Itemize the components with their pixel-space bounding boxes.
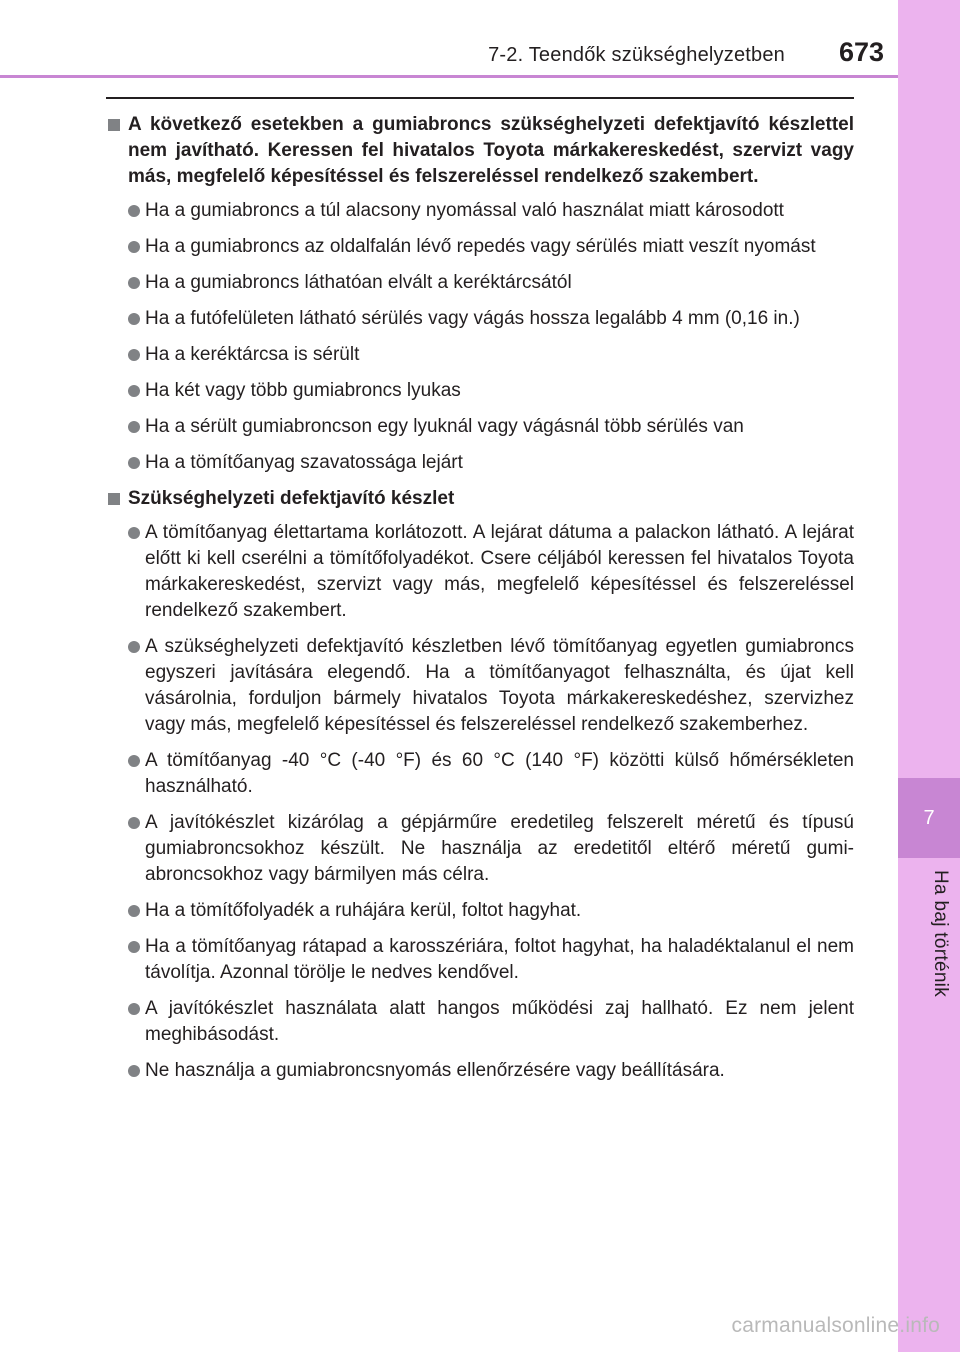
list-item-text: Ha a sérült gumiabroncson egy lyuknál vagy vágásnál több sérülés van: [145, 416, 744, 437]
circle-bullet-icon: [128, 527, 140, 539]
circle-bullet-icon: [128, 755, 140, 767]
chapter-title: Ha baj történik: [930, 870, 951, 998]
list-item-text: A javítókészlet kizárólag a gépjárműre eredetileg felszerelt méretű és típusú gumiabroncsokhoz készült. Ne használja az eredetitől eltérő méretű gumiabroncsokhoz vagy bármilyen más célra.: [145, 812, 854, 885]
circle-bullet-icon: [128, 205, 140, 217]
list-item: [108, 748, 854, 800]
section-heading-text: Szükséghelyzeti defektjavító készlet: [128, 488, 455, 509]
list-item-text: A szükséghelyzeti defektjavító készletben lévő tömítőanyag egyetlen gumiabroncs egyszeri javítására elegendő. Ha a tömítőanyagot felhasználta, és újat kell vásárolnia, forduljon bármely hivatalos Toyota márkakereskedéshez, szervizhez vagy más, megfelelő képesítéssel és felszereléssel rendelkező szakemberhez.: [145, 636, 854, 735]
circle-bullet-icon: [128, 421, 140, 433]
circle-bullet-icon: [128, 277, 140, 289]
list-item-text: Ha a gumiabroncs az oldalfalán lévő repedés vagy sérülés miatt veszít nyomást: [145, 236, 816, 257]
circle-bullet-icon: [128, 941, 140, 953]
circle-bullet-icon: [128, 241, 140, 253]
list-item-text: A javítókészlet használata alatt hangos működési zaj hallható. Ez nem jelent meghibásodást.: [145, 998, 854, 1045]
circle-bullet-icon: [128, 1003, 140, 1015]
circle-bullet-icon: [128, 457, 140, 469]
section-title: 7-2. Teendők szükséghelyzetben: [488, 44, 785, 66]
list-item: [108, 198, 854, 224]
list-item-text: Ha a gumiabroncs láthatóan elvált a keréktárcsától: [145, 272, 572, 293]
list-item: [108, 450, 854, 476]
section-repair-kit: [108, 486, 854, 1084]
list-item-text: Ha a futófelületen látható sérülés vagy vágás hossza legalább 4 mm (0,16 in.): [145, 308, 800, 329]
list-item: [108, 520, 854, 624]
circle-bullet-icon: [128, 817, 140, 829]
circle-bullet-icon: [128, 385, 140, 397]
list-item: [108, 378, 854, 404]
list-item: [108, 270, 854, 296]
section-heading: [108, 112, 854, 190]
list-item: [108, 1058, 854, 1084]
list-item: [108, 414, 854, 440]
list-item: [108, 634, 854, 738]
square-bullet-icon: [108, 493, 120, 505]
square-bullet-icon: [108, 119, 120, 131]
chapter-number-tab[interactable]: 7: [898, 778, 960, 858]
watermark-text: carmanualsonline.info: [731, 1314, 940, 1337]
list-item: [108, 934, 854, 986]
circle-bullet-icon: [128, 1065, 140, 1077]
circle-bullet-icon: [128, 905, 140, 917]
section-heading: [108, 486, 854, 512]
list-item-text: A tömítőanyag -40 °C (-40 °F) és 60 °C (140 °F) közötti külső hőmérsékleten használható.: [145, 750, 854, 797]
list-item-text: A tömítőanyag élettartama korlátozott. A lejárat dátuma a palackon látható. A lejárat előtt ki kell cserélni a tömítőfolyadékot. Csere céljából keressen fel hivatalos Toyota márkakereskedést, szervizt vagy más, megfelelő képesítéssel és felszereléssel rendelkező szakembert.: [145, 522, 854, 621]
circle-bullet-icon: [128, 313, 140, 325]
list-item-text: Ne használja a gumiabroncsnyomás ellenőrzésére vagy beállítására.: [145, 1060, 725, 1081]
list-item: [108, 898, 854, 924]
list-item-text: Ha két vagy több gumiabroncs lyukas: [145, 380, 461, 401]
page-content: [108, 112, 854, 1094]
list-item: [108, 996, 854, 1048]
top-rule: [106, 97, 854, 99]
list-item-text: Ha a tömítőanyag rátapad a karosszériára, foltot hagyhat, ha haladéktalanul el nem távolítja. Azonnal törölje le nedves kendővel.: [145, 936, 854, 983]
list-item-text: Ha a gumiabroncs a túl alacsony nyomással való használat miatt károsodott: [145, 200, 784, 221]
list-item: [108, 306, 854, 332]
circle-bullet-icon: [128, 641, 140, 653]
section-not-repairable: [108, 112, 854, 476]
list-item: [108, 234, 854, 260]
circle-bullet-icon: [128, 349, 140, 361]
list-item: [108, 810, 854, 888]
header-divider: [0, 75, 898, 78]
list-item-text: Ha a tömítőfolyadék a ruhájára kerül, foltot hagyhat.: [145, 900, 582, 921]
section-heading-text: A következő esetekben a gumiabroncs szükséghelyzeti defektjavító készlettel nem javítható. Keressen fel hivatalos Toyota márkakereskedést, szervizt vagy más, megfelelő képesítéssel és felszereléssel rendelkező szakembert.: [128, 114, 854, 187]
list-item: [108, 342, 854, 368]
list-item-text: Ha a tömítőanyag szavatossága lejárt: [145, 452, 463, 473]
chapter-side-tab: [898, 0, 960, 1352]
page-number: 673: [838, 37, 884, 67]
list-item-text: Ha a keréktárcsa is sérült: [145, 344, 360, 365]
